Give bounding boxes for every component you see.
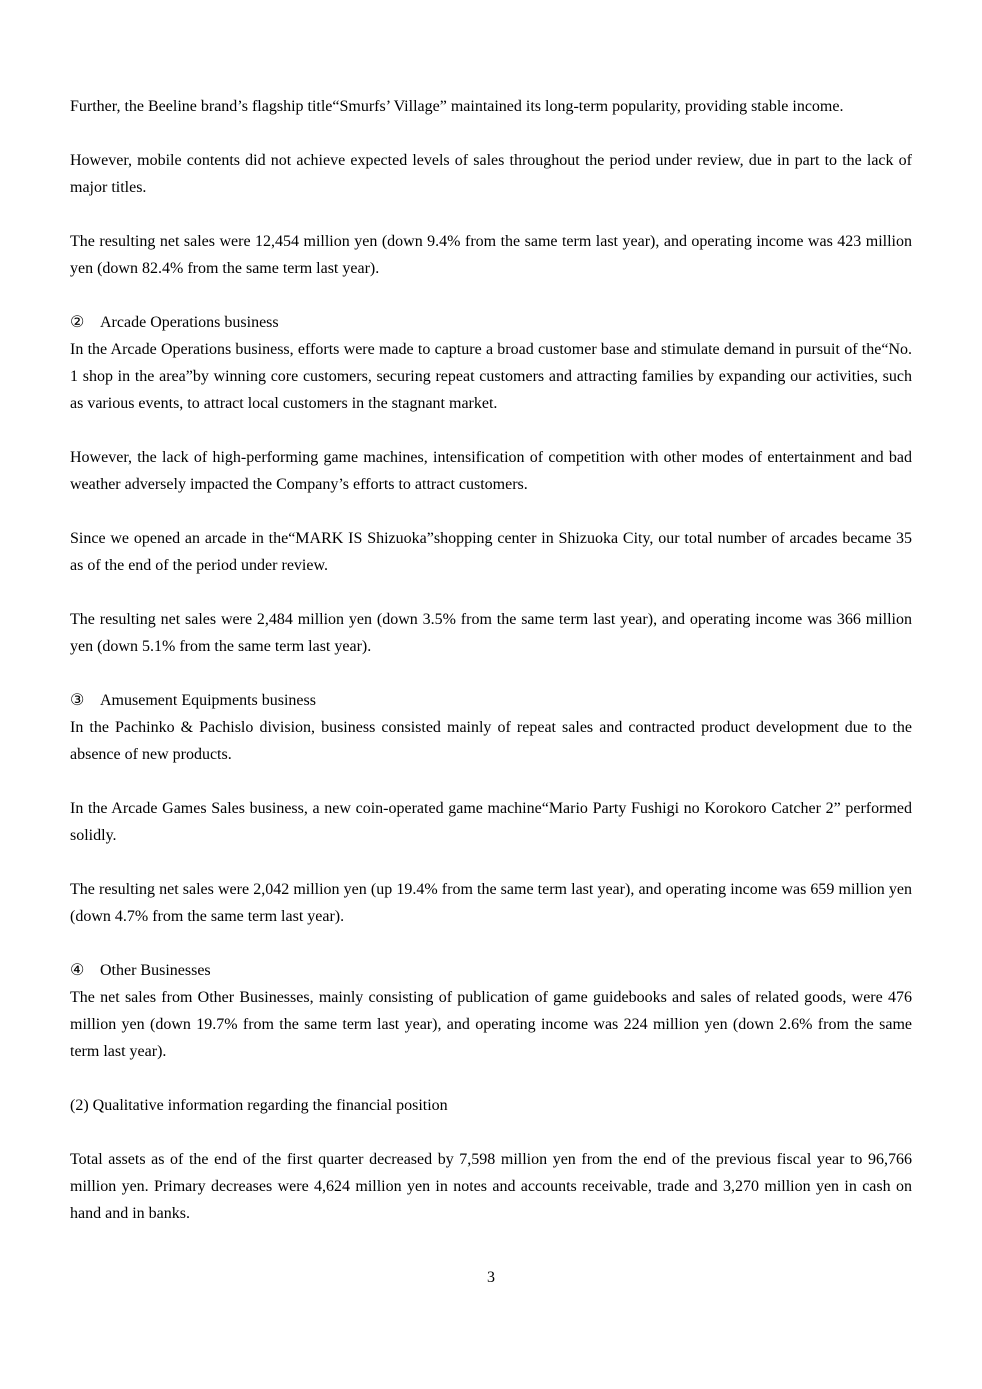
section-title: Other Businesses <box>100 962 211 979</box>
section-title: Arcade Operations business <box>100 314 279 331</box>
paragraph-arcade-challenges: However, the lack of high-performing game machines, intensification of competition with other modes of entertainment and bad weather adversely impacted the Company’s efforts to attract customers. <box>70 449 912 493</box>
section-other-businesses <box>70 957 912 1065</box>
paragraph-mobile-contents: However, mobile contents did not achieve expected levels of sales throughout the period under review, due in part to the lack of major titles. <box>70 152 912 196</box>
section-title: Amusement Equipments business <box>100 692 316 709</box>
section-number: ③ <box>70 692 85 709</box>
section-heading-arcade-operations <box>70 309 912 336</box>
paragraph-arcade-games-sales: In the Arcade Games Sales business, a new coin-operated game machine“Mario Party Fushigi no Korokoro Catcher 2” performed solidly. <box>70 800 912 844</box>
document-body <box>70 93 912 1254</box>
section-heading-other-businesses <box>70 957 912 984</box>
paragraph-arcade-efforts: In the Arcade Operations business, efforts were made to capture a broad customer base and stimulate demand in pursuit of the“No. 1 shop in the area”by winning core customers, securing repeat customers and attracting families by expanding our activities, such as various events, to attract local customers in the stagnant market. <box>70 341 912 412</box>
paragraph-arcade-results: The resulting net sales were 2,484 million yen (down 3.5% from the same term last year), and operating income was 366 million yen (down 5.1% from the same term last year). <box>70 611 912 655</box>
section-number: ④ <box>70 962 85 979</box>
page-number: 3 <box>487 1269 495 1286</box>
paragraph-smurfs-village: Further, the Beeline brand’s flagship title“Smurfs’ Village” maintained its long-term popularity, providing stable income. <box>70 98 844 115</box>
paragraph-digital-results: The resulting net sales were 12,454 million yen (down 9.4% from the same term last year), and operating income was 423 million yen (down 82.4% from the same term last year). <box>70 233 912 277</box>
section-heading-amusement-equipments <box>70 687 912 714</box>
paragraph-amusement-results: The resulting net sales were 2,042 million yen (up 19.4% from the same term last year), and operating income was 659 million yen (down 4.7% from the same term last year). <box>70 881 912 925</box>
section-number: ② <box>70 314 85 331</box>
paragraph-pachinko-division: In the Pachinko & Pachislo division, business consisted mainly of repeat sales and contracted product development due to the absence of new products. <box>70 719 912 763</box>
paragraph-total-assets: Total assets as of the end of the first quarter decreased by 7,598 million yen from the end of the previous fiscal year to 96,766 million yen. Primary decreases were 4,624 million yen in notes and accounts receivable, trade and 3,270 million yen in cash on hand and in banks. <box>70 1151 912 1222</box>
paragraph-other-results: The net sales from Other Businesses, mainly consisting of publication of game guidebooks and sales of related goods, were 476 million yen (down 19.7% from the same term last year), and operating income was 224 million yen (down 2.6% from the same term last year). <box>70 989 912 1060</box>
section-amusement-equipments <box>70 687 912 768</box>
section-heading-financial-position: (2) Qualitative information regarding the financial position <box>70 1097 448 1114</box>
paragraph-arcade-new-shop: Since we opened an arcade in the“MARK IS Shizuoka”shopping center in Shizuoka City, our total number of arcades became 35 as of the end of the period under review. <box>70 530 912 574</box>
section-arcade-operations <box>70 309 912 417</box>
